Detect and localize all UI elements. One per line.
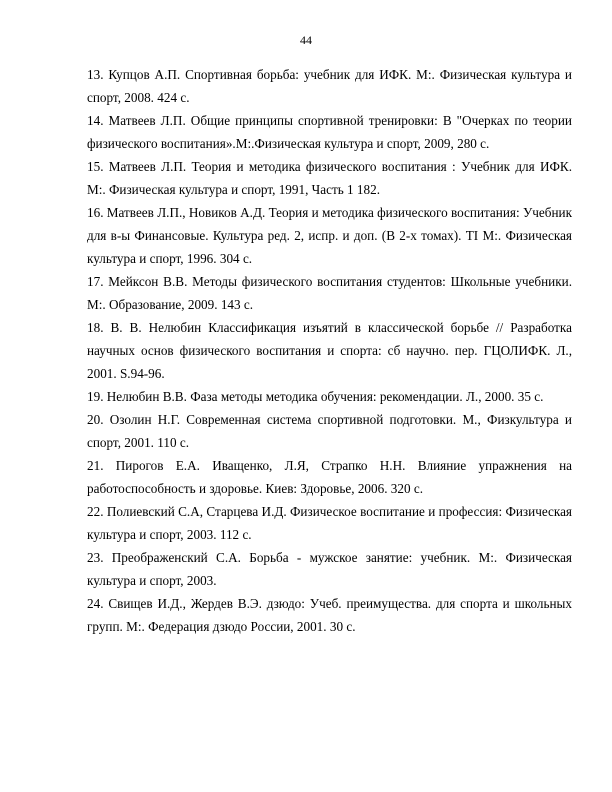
reference-list	[87, 63, 572, 638]
page-number: 44	[300, 33, 312, 47]
reference-entry: 16. Матвеев Л.П., Новиков А.Д. Теория и методика физического воспитания: Учебник для в-ы Финансовые. Культура ред. 2, испр. и доп. (В 2-х томах). TI М:. Физическая культура и спорт, 1996. 304 с.	[87, 205, 572, 266]
reference-entry: 22. Полиевский С.А, Старцева И.Д. Физическое воспитание и профессия: Физическая культура и спорт, 2003. 112 с.	[87, 504, 572, 542]
reference-entry: 17. Мейксон В.В. Методы физического воспитания студентов: Школьные учебники. М:. Образование, 2009. 143 с.	[87, 274, 572, 312]
reference-entry: 13. Купцов А.П. Спортивная борьба: учебник для ИФК. М:. Физическая культура и спорт, 2008. 424 с.	[87, 67, 572, 105]
reference-entry: 19. Нелюбин В.В. Фаза методы методика обучения: рекомендации. Л., 2000. 35 с.	[87, 389, 544, 404]
reference-entry: 24. Свищев И.Д., Жердев В.Э. дзюдо: Учеб. преимущества. для спорта и школьных групп. М:. Федерация дзюдо России, 2001. 30 с.	[87, 596, 572, 634]
reference-entry: 18. В. В. Нелюбин Классификация изъятий в классической борьбе // Разработка научных основ физического воспитания и спорта: сб научно. пер. ГЦОЛИФК. Л., 2001. S.94-96.	[87, 320, 572, 381]
reference-entry: 23. Преображенский С.А. Борьба - мужское занятие: учебник. М:. Физическая культура и спорт, 2003.	[87, 550, 572, 588]
reference-entry: 15. Матвеев Л.П. Теория и методика физического воспитания : Учебник для ИФК. М:. Физическая культура и спорт, 1991, Часть 1 182.	[87, 159, 572, 197]
reference-entry: 21. Пирогов Е.А. Иващенко, Л.Я, Страпко Н.Н. Влияние упражнения на работоспособность и здоровье. Киев: Здоровье, 2006. 320 с.	[87, 458, 572, 496]
reference-entry: 20. Озолин Н.Г. Современная система спортивной подготовки. М., Физкультура и спорт, 2001. 110 с.	[87, 412, 572, 450]
reference-entry: 14. Матвеев Л.П. Общие принципы спортивной тренировки: В "Очерках по теории физического воспитания».М:.Физическая культура и спорт, 2009, 280 с.	[87, 113, 572, 151]
